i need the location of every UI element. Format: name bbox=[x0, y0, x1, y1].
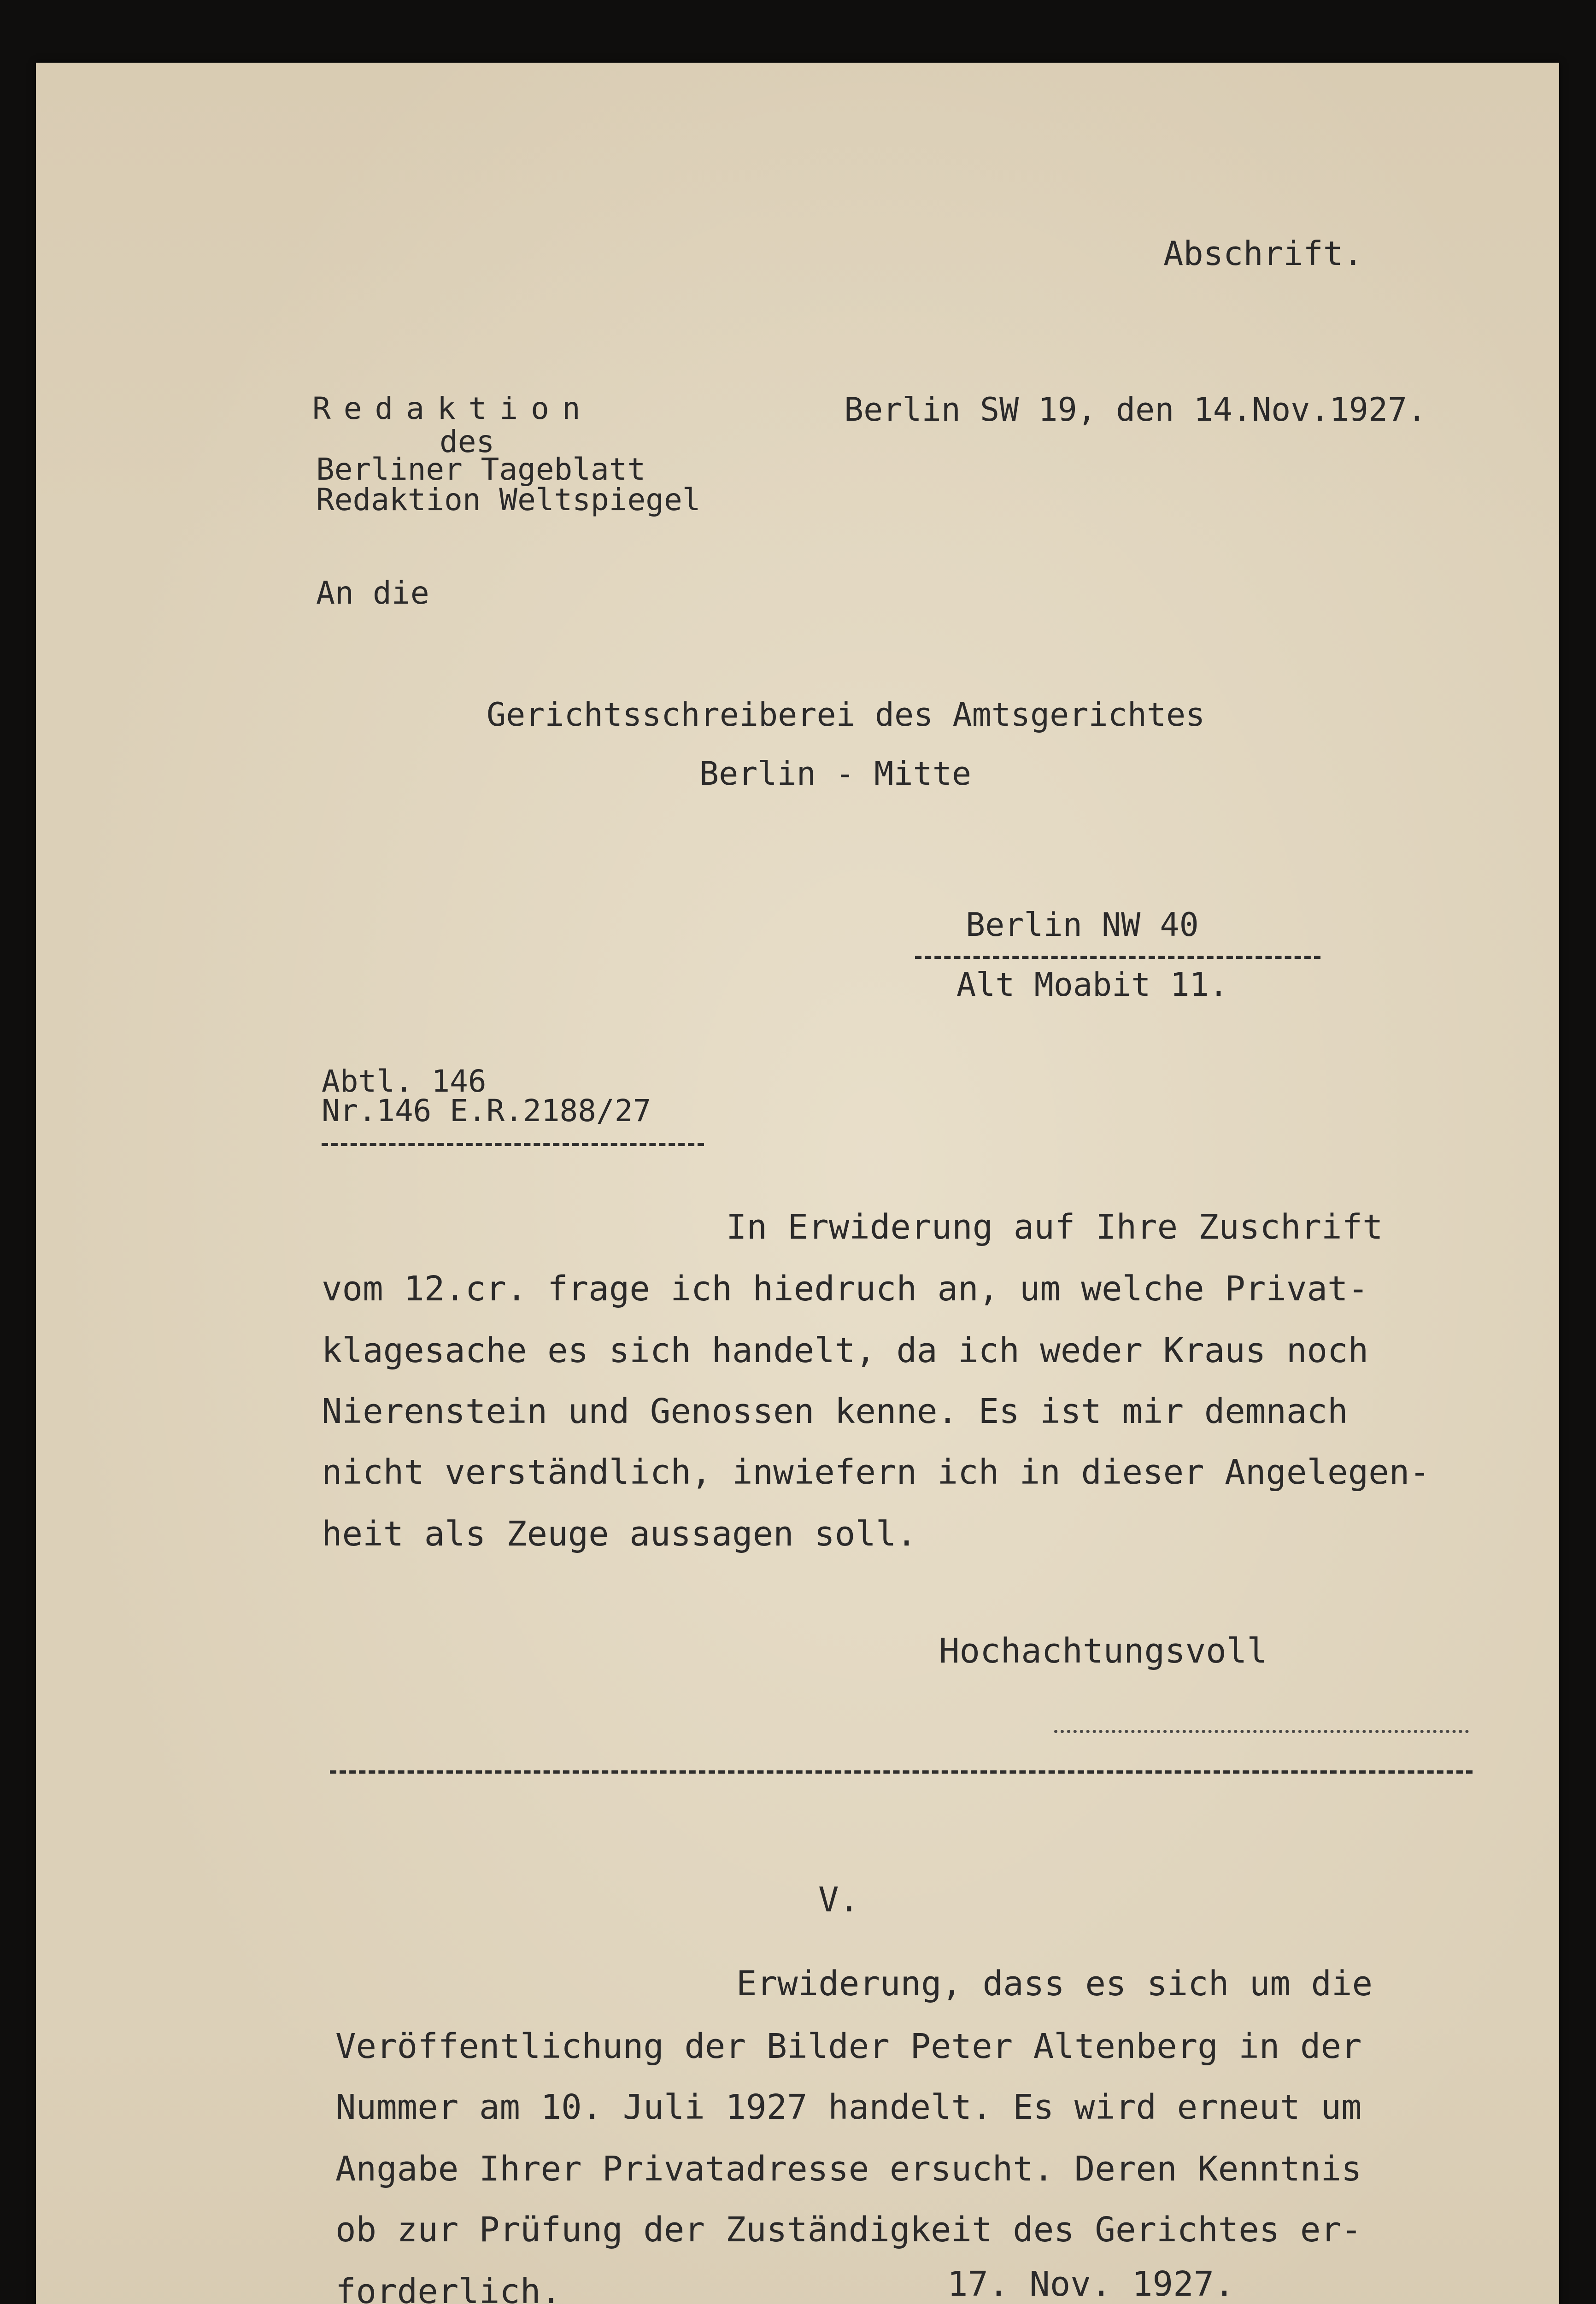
paragraph-2-line-4: Angabe Ihrer Privatadresse ersucht. Deren Kenntnis bbox=[335, 2149, 1362, 2189]
paragraph-1-line-3: klagesache es sich handelt, da ich weder Kraus noch bbox=[322, 1331, 1369, 1370]
salutation: An die bbox=[316, 575, 429, 611]
recipient-line-3: Berlin NW 40 bbox=[966, 906, 1199, 944]
recipient-line-1: Gerichtsschreiberei des Amtsgerichtes bbox=[487, 696, 1205, 734]
recipient-line-4: Alt Moabit 11. bbox=[956, 966, 1229, 1004]
sender-line-4: Redaktion Weltspiegel bbox=[316, 482, 701, 517]
place-and-date: Berlin SW 19, den 14.Nov.1927. bbox=[844, 391, 1427, 429]
paragraph-2-line-1: Erwiderung, dass es sich um die bbox=[736, 1964, 1373, 2004]
address-underline bbox=[915, 956, 1320, 959]
paragraph-1-line-2: vom 12.cr. frage ich hiedruch an, um welche Privat- bbox=[322, 1269, 1369, 1309]
section-separator bbox=[330, 1770, 1473, 1774]
sender-line-1: Redaktion bbox=[312, 391, 593, 426]
document-heading: Abschrift. bbox=[1163, 234, 1363, 273]
paragraph-1-line-5: nicht verständlich, inwiefern ich in dieser Angelegen- bbox=[322, 1452, 1430, 1492]
paragraph-1-line-6: heit als Zeuge aussagen soll. bbox=[322, 1514, 917, 1554]
section-mark: V. bbox=[818, 1880, 860, 1920]
paragraph-1-line-1: In Erwiderung auf Ihre Zuschrift bbox=[726, 1207, 1383, 1247]
paragraph-2-line-6: forderlich. bbox=[335, 2272, 562, 2304]
paragraph-2-line-5: ob zur Prüfung der Zuständigkeit des Gerichtes er- bbox=[335, 2210, 1362, 2250]
paragraph-2-line-3: Nummer am 10. Juli 1927 handelt. Es wird erneut um bbox=[335, 2087, 1362, 2127]
paragraph-2-line-2: Veröffentlichung der Bilder Peter Altenberg in der bbox=[335, 2027, 1362, 2066]
paragraph-1-line-4: Nierenstein und Genossen kenne. Es ist mir demnach bbox=[322, 1392, 1348, 1431]
second-date: 17. Nov. 1927. bbox=[947, 2264, 1235, 2304]
closing: Hochachtungsvoll bbox=[939, 1631, 1267, 1671]
reference-underline bbox=[322, 1143, 704, 1146]
document-page bbox=[36, 63, 1559, 2304]
reference-line-1: Abtl. 146 bbox=[322, 1064, 487, 1099]
recipient-line-2: Berlin - Mitte bbox=[699, 755, 972, 793]
sender-line-2: des bbox=[440, 424, 495, 459]
sender-line-3: Berliner Tageblatt bbox=[316, 452, 646, 487]
signature-line bbox=[1054, 1730, 1469, 1733]
reference-line-2: Nr.146 E.R.2188/27 bbox=[322, 1093, 651, 1128]
